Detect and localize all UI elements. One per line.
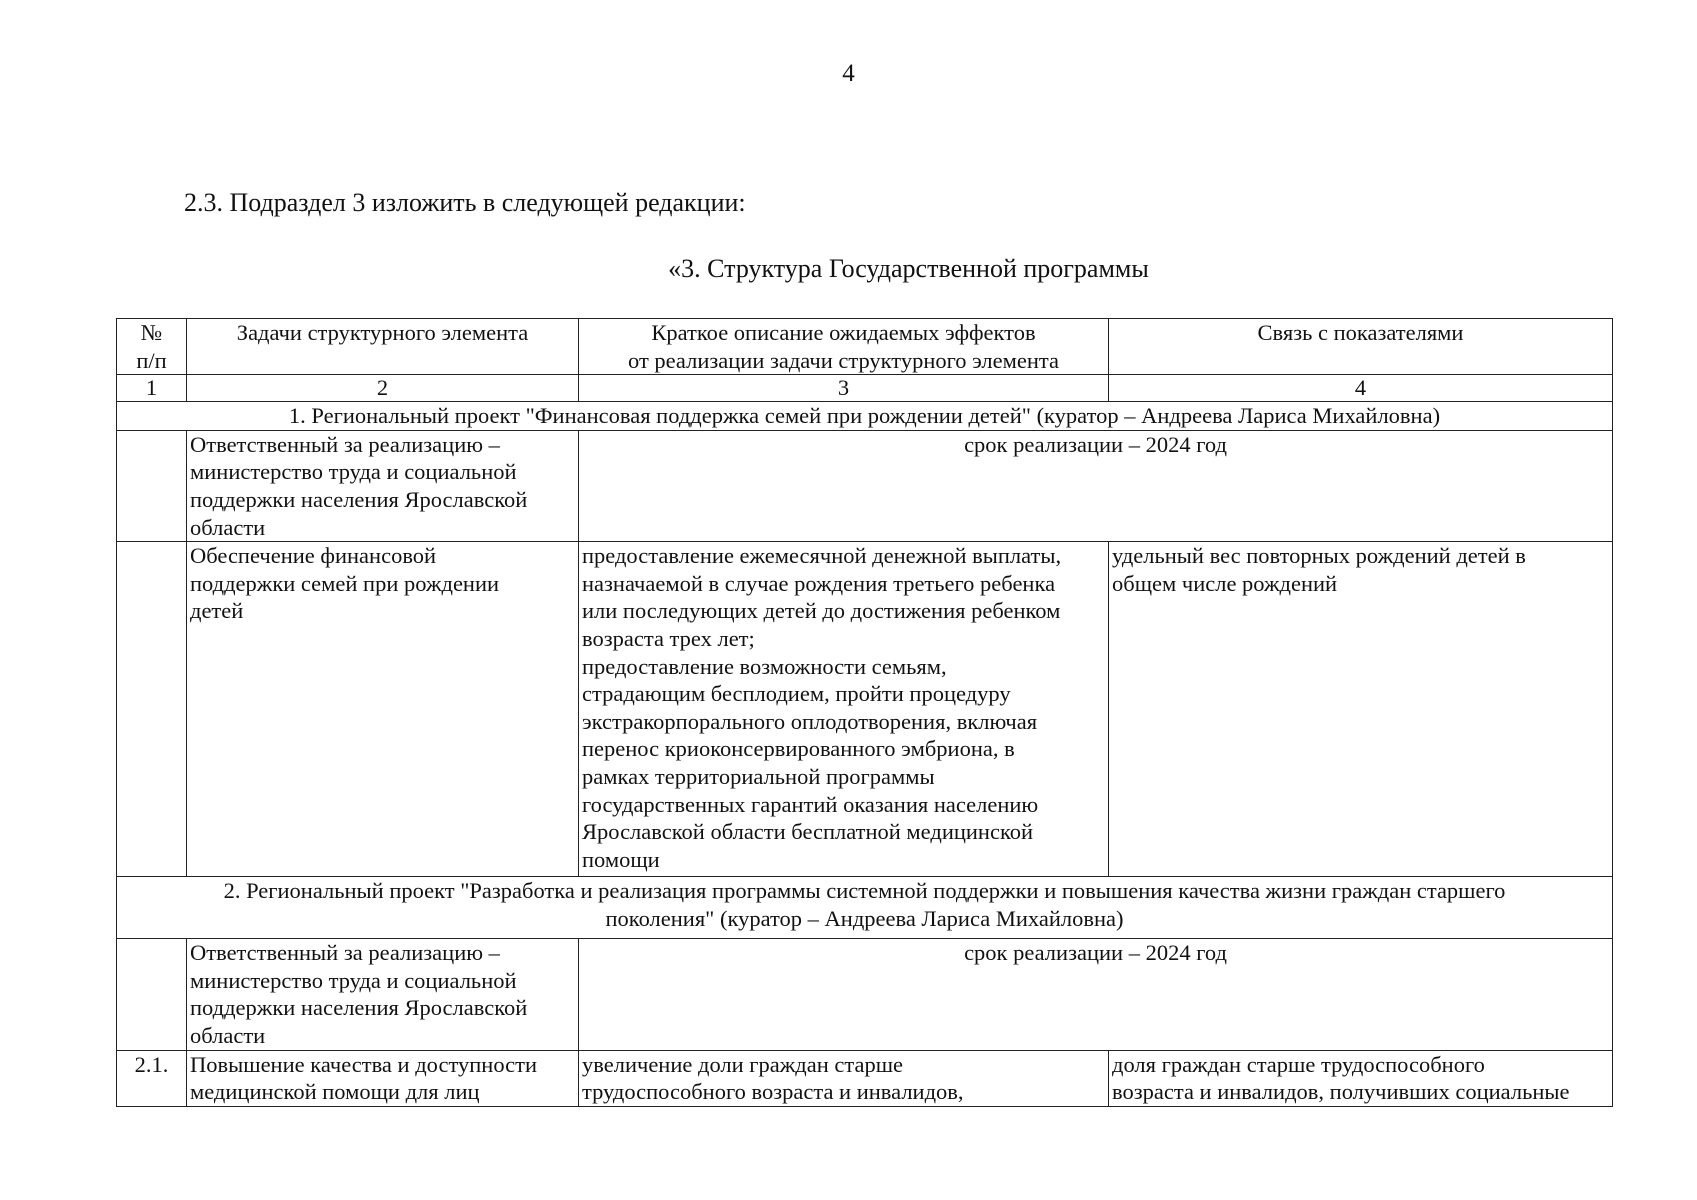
project-1-task-row — [117, 542, 1613, 877]
header-indicators: Связь с показателями — [1109, 319, 1613, 375]
table-header-row — [117, 319, 1613, 375]
project-2-task: Повышение качества и доступности медицинской помощи для лиц — [187, 1050, 579, 1106]
project-1-title-row — [117, 402, 1613, 431]
project-1-term: срок реализации – 2024 год — [579, 430, 1613, 541]
project-1-effects: предоставление ежемесячной денежной выплаты, назначаемой в случае рождения третьего ребенка или последующих детей до достижения ребенком возраста трех лет; предоставление возможности семьям, страдающим бесплодием, пройти процедуру экстракорпорального оплодотворения, включая перенос криоконсервированного эмбриона, в рамках территориальной программы государственных гарантий оказания населению Ярославской области бесплатной медицинской помощи — [579, 542, 1109, 877]
section-title-text: «3. Структура Государственной программы — [668, 254, 1149, 283]
section-title — [0, 254, 1697, 284]
project-2-effects: увеличение доли граждан старше трудоспособного возраста и инвалидов, — [579, 1050, 1109, 1106]
project-2-term: срок реализации – 2024 год — [579, 939, 1613, 1050]
project-1-title: 1. Региональный проект "Финансовая поддержка семей при рождении детей" (куратор – Андреева Лариса Михайловна) — [117, 402, 1613, 431]
project-2-title-row — [117, 877, 1613, 939]
project-1-responsible: Ответственный за реализацию – министерство труда и социальной поддержки населения Ярославской области — [187, 430, 579, 541]
header-tasks: Задачи структурного элемента — [187, 319, 579, 375]
table-cell-empty — [117, 542, 187, 877]
column-number-2: 2 — [187, 375, 579, 402]
page-number: 4 — [842, 60, 855, 87]
column-number-4: 4 — [1109, 375, 1613, 402]
column-number-1: 1 — [117, 375, 187, 402]
project-1-indicators: удельный вес повторных рождений детей в общем числе рождений — [1109, 542, 1613, 877]
project-2-responsible: Ответственный за реализацию – министерство труда и социальной поддержки населения Ярославской области — [187, 939, 579, 1050]
project-2-responsible-row — [117, 939, 1613, 1050]
table-cell-empty — [117, 430, 187, 541]
project-1-responsible-row — [117, 430, 1613, 541]
column-number-3: 3 — [579, 375, 1109, 402]
project-2-task-row — [117, 1050, 1613, 1106]
header-effects: Краткое описание ожидаемых эффектов от реализации задачи структурного элемента — [579, 319, 1109, 375]
row-number: 2.1. — [117, 1050, 187, 1106]
table-cell-empty — [117, 939, 187, 1050]
column-number-row — [117, 375, 1613, 402]
instruction-text: 2.3. Подраздел 3 изложить в следующей редакции: — [184, 188, 746, 217]
project-2-indicators: доля граждан старше трудоспособного возраста и инвалидов, получивших социальные — [1109, 1050, 1613, 1106]
header-number: № п/п — [117, 319, 187, 375]
project-1-task: Обеспечение финансовой поддержки семей при рождении детей — [187, 542, 579, 877]
program-structure-table — [116, 318, 1613, 1107]
project-2-title: 2. Региональный проект "Разработка и реализация программы системной поддержки и повышения качества жизни граждан старшего поколения" (куратор – Андреева Лариса Михайловна) — [117, 877, 1613, 939]
